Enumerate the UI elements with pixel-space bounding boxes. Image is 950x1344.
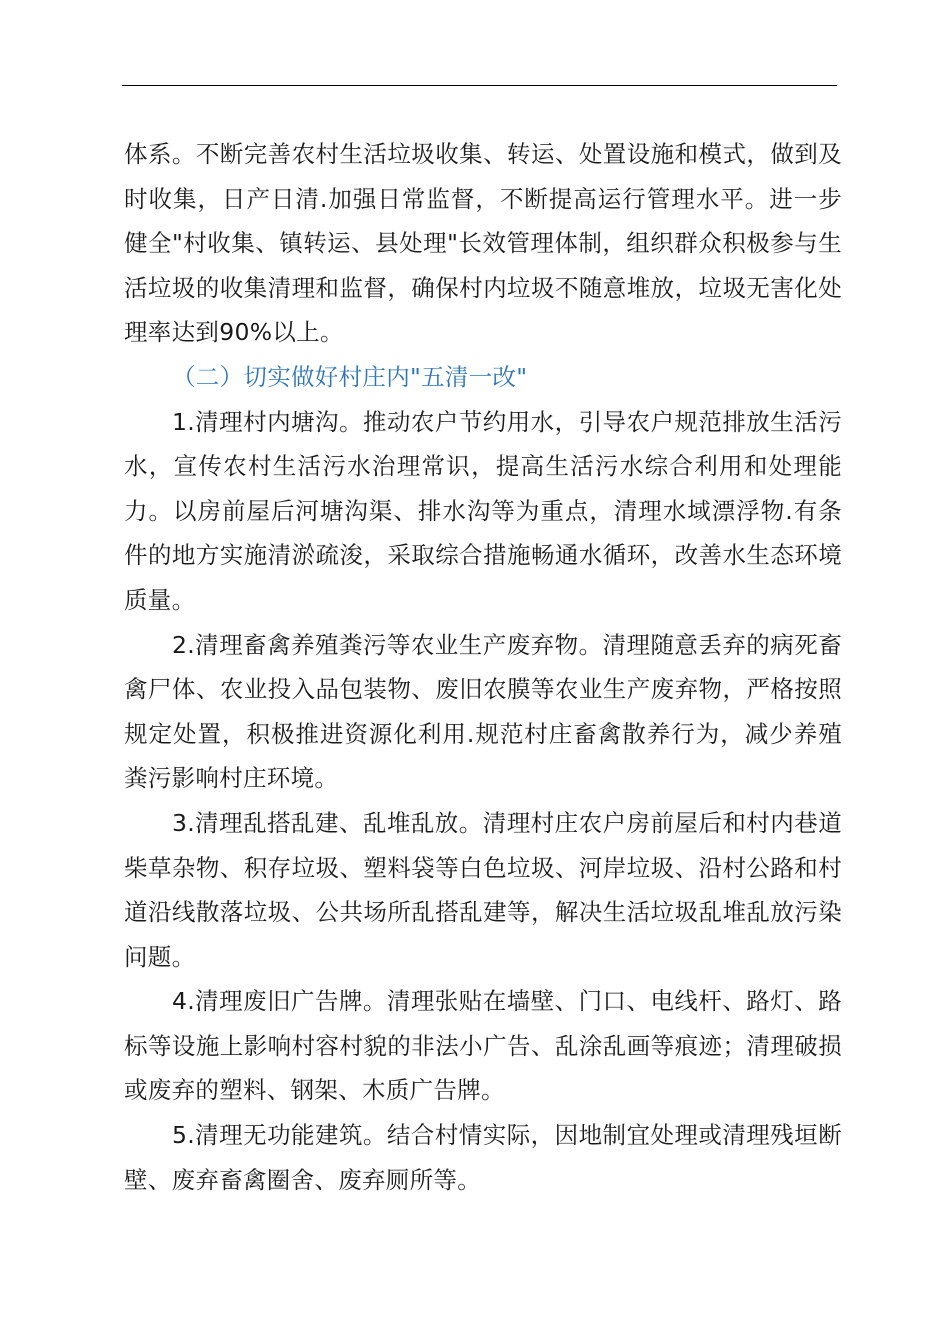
document-body	[124, 132, 842, 1202]
paragraph-clean-ponds: 1.清理村内塘沟。推动农户节约用水，引导农户规范排放生活污水，宣传农村生活污水治理常识，提高生活污水综合利用和处理能力。以房前屋后河塘沟渠、排水沟等为重点，清理水域漂浮物.有条件的地方实施清淤疏浚，采取综合措施畅通水循环，改善水生态环境质量。	[124, 407, 842, 614]
paragraph-clean-nonfunctional-buildings: 5.清理无功能建筑。结合村情实际，因地制宜处理或清理残垣断壁、废弃畜禽圈舍、废弃厕所等。	[124, 1121, 842, 1194]
header-rule	[122, 85, 837, 86]
section-heading-five-cleans: （二）切实做好村庄内"五清一改"	[172, 362, 528, 391]
paragraph-clean-livestock-waste: 2.清理畜禽养殖粪污等农业生产废弃物。清理随意丢弃的病死畜禽尸体、农业投入品包装物、废旧农膜等农业生产废弃物，严格按照规定处置，积极推进资源化利用.规范村庄畜禽散养行为，减少养殖粪污影响村庄环境。	[124, 630, 842, 793]
paragraph-clean-illegal-construction: 3.清理乱搭乱建、乱堆乱放。清理村庄农户房前屋后和村内巷道柴草杂物、积存垃圾、塑料袋等白色垃圾、河岸垃圾、沿村公路和村道沿线散落垃圾、公共场所乱搭乱建等，解决生活垃圾乱堆乱放污染问题。	[124, 808, 842, 971]
paragraph-clean-billboards: 4.清理废旧广告牌。清理张贴在墙壁、门口、电线杆、路灯、路标等设施上影响村容村貌的非法小广告、乱涂乱画等痕迹；清理破损或废弃的塑料、钢架、木质广告牌。	[124, 987, 842, 1105]
paragraph-garbage-system: 体系。不断完善农村生活垃圾收集、转运、处置设施和模式，做到及时收集，日产日清.加强日常监督，不断提高运行管理水平。进一步健全"村收集、镇转运、县处理"长效管理体制，组织群众积极参与生活垃圾的收集清理和监督，确保村内垃圾不随意堆放，垃圾无害化处理率达到90%以上。	[124, 140, 842, 347]
